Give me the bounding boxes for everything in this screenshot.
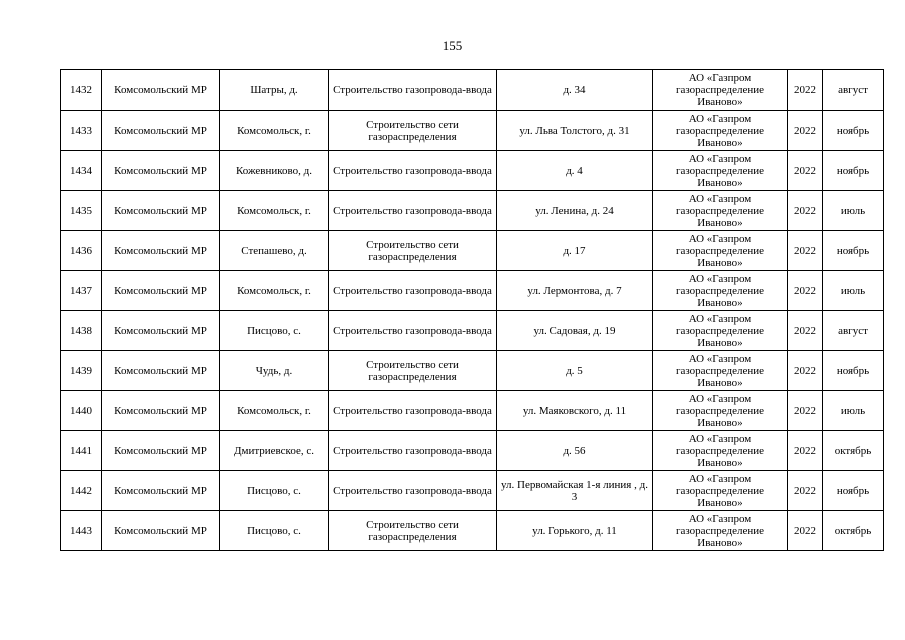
district-cell: Комсомольский МР [102, 111, 220, 151]
row-number-cell: 1441 [61, 431, 102, 471]
table-row [61, 391, 884, 431]
month-cell: ноябрь [823, 111, 884, 151]
organization-cell: АО «Газпром газораспределение Иваново» [653, 351, 788, 391]
year-cell: 2022 [788, 511, 823, 551]
address-cell: ул. Льва Толстого, д. 31 [497, 111, 653, 151]
address-cell: ул. Ленина, д. 24 [497, 191, 653, 231]
settlement-cell: Писцово, с. [220, 471, 329, 511]
row-number-cell: 1438 [61, 311, 102, 351]
year-cell: 2022 [788, 431, 823, 471]
settlement-cell: Писцово, с. [220, 511, 329, 551]
address-cell: д. 5 [497, 351, 653, 391]
table-row [61, 511, 884, 551]
district-cell: Комсомольский МР [102, 231, 220, 271]
gasification-table [60, 69, 884, 551]
row-number-cell: 1442 [61, 471, 102, 511]
row-number-cell: 1435 [61, 191, 102, 231]
table-row [61, 151, 884, 191]
row-number-cell: 1436 [61, 231, 102, 271]
year-cell: 2022 [788, 271, 823, 311]
work-type-cell: Строительство газопровода-ввода [329, 151, 497, 191]
month-cell: август [823, 70, 884, 111]
table-row [61, 471, 884, 511]
organization-cell: АО «Газпром газораспределение Иваново» [653, 151, 788, 191]
row-number-cell: 1439 [61, 351, 102, 391]
address-cell: ул. Горького, д. 11 [497, 511, 653, 551]
page-number: 155 [442, 38, 463, 53]
settlement-cell: Писцово, с. [220, 311, 329, 351]
organization-cell: АО «Газпром газораспределение Иваново» [653, 231, 788, 271]
row-number-cell: 1433 [61, 111, 102, 151]
month-cell: ноябрь [823, 151, 884, 191]
address-cell: ул. Маяковского, д. 11 [497, 391, 653, 431]
work-type-cell: Строительство сети газораспределения [329, 351, 497, 391]
settlement-cell: Комсомольск, г. [220, 271, 329, 311]
address-cell: ул. Садовая, д. 19 [497, 311, 653, 351]
district-cell: Комсомольский МР [102, 511, 220, 551]
organization-cell: АО «Газпром газораспределение Иваново» [653, 471, 788, 511]
organization-cell: АО «Газпром газораспределение Иваново» [653, 191, 788, 231]
work-type-cell: Строительство сети газораспределения [329, 111, 497, 151]
year-cell: 2022 [788, 351, 823, 391]
month-cell: июль [823, 271, 884, 311]
table-row [61, 231, 884, 271]
district-cell: Комсомольский МР [102, 311, 220, 351]
organization-cell: АО «Газпром газораспределение Иваново» [653, 271, 788, 311]
work-type-cell: Строительство газопровода-ввода [329, 391, 497, 431]
settlement-cell: Кожевниково, д. [220, 151, 329, 191]
settlement-cell: Комсомольск, г. [220, 391, 329, 431]
year-cell: 2022 [788, 311, 823, 351]
table-row [61, 111, 884, 151]
row-number-cell: 1443 [61, 511, 102, 551]
table-row [61, 191, 884, 231]
district-cell: Комсомольский МР [102, 191, 220, 231]
district-cell: Комсомольский МР [102, 471, 220, 511]
year-cell: 2022 [788, 231, 823, 271]
settlement-cell: Степашево, д. [220, 231, 329, 271]
work-type-cell: Строительство газопровода-ввода [329, 311, 497, 351]
organization-cell: АО «Газпром газораспределение Иваново» [653, 511, 788, 551]
work-type-cell: Строительство газопровода-ввода [329, 271, 497, 311]
address-cell: д. 34 [497, 70, 653, 111]
year-cell: 2022 [788, 191, 823, 231]
month-cell: октябрь [823, 511, 884, 551]
organization-cell: АО «Газпром газораспределение Иваново» [653, 311, 788, 351]
month-cell: ноябрь [823, 471, 884, 511]
table-row [61, 271, 884, 311]
address-cell: ул. Лермонтова, д. 7 [497, 271, 653, 311]
address-cell: д. 56 [497, 431, 653, 471]
district-cell: Комсомольский МР [102, 431, 220, 471]
year-cell: 2022 [788, 391, 823, 431]
settlement-cell: Дмитриевское, с. [220, 431, 329, 471]
work-type-cell: Строительство газопровода-ввода [329, 70, 497, 111]
district-cell: Комсомольский МР [102, 271, 220, 311]
work-type-cell: Строительство сети газораспределения [329, 231, 497, 271]
work-type-cell: Строительство газопровода-ввода [329, 191, 497, 231]
month-cell: ноябрь [823, 231, 884, 271]
month-cell: октябрь [823, 431, 884, 471]
organization-cell: АО «Газпром газораспределение Иваново» [653, 70, 788, 111]
settlement-cell: Чудь, д. [220, 351, 329, 391]
row-number-cell: 1437 [61, 271, 102, 311]
address-cell: д. 17 [497, 231, 653, 271]
work-type-cell: Строительство газопровода-ввода [329, 431, 497, 471]
month-cell: ноябрь [823, 351, 884, 391]
organization-cell: АО «Газпром газораспределение Иваново» [653, 391, 788, 431]
table-row [61, 351, 884, 391]
settlement-cell: Комсомольск, г. [220, 111, 329, 151]
district-cell: Комсомольский МР [102, 70, 220, 111]
address-cell: ул. Первомайская 1-я линия , д. 3 [497, 471, 653, 511]
year-cell: 2022 [788, 151, 823, 191]
year-cell: 2022 [788, 70, 823, 111]
month-cell: июль [823, 391, 884, 431]
organization-cell: АО «Газпром газораспределение Иваново» [653, 111, 788, 151]
table-row [61, 431, 884, 471]
table-row [61, 311, 884, 351]
year-cell: 2022 [788, 111, 823, 151]
district-cell: Комсомольский МР [102, 151, 220, 191]
row-number-cell: 1434 [61, 151, 102, 191]
row-number-cell: 1440 [61, 391, 102, 431]
table-row [61, 70, 884, 111]
address-cell: д. 4 [497, 151, 653, 191]
settlement-cell: Шатры, д. [220, 70, 329, 111]
year-cell: 2022 [788, 471, 823, 511]
month-cell: август [823, 311, 884, 351]
district-cell: Комсомольский МР [102, 351, 220, 391]
settlement-cell: Комсомольск, г. [220, 191, 329, 231]
organization-cell: АО «Газпром газораспределение Иваново» [653, 431, 788, 471]
month-cell: июль [823, 191, 884, 231]
work-type-cell: Строительство газопровода-ввода [329, 471, 497, 511]
district-cell: Комсомольский МР [102, 391, 220, 431]
row-number-cell: 1432 [61, 70, 102, 111]
work-type-cell: Строительство сети газораспределения [329, 511, 497, 551]
